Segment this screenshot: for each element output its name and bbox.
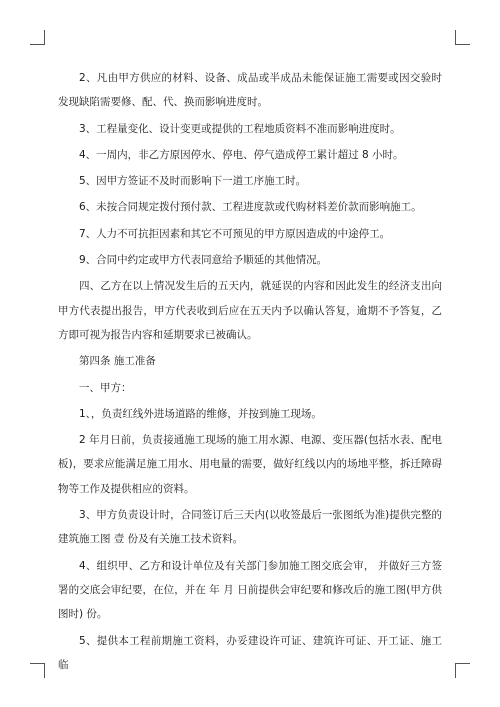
crop-mark-bottom-left: [30, 663, 45, 678]
crop-mark-top-right: [455, 30, 470, 45]
paragraph: 3、甲方负责设计时，合同签订后三天内(以收签最后一张图纸为准)提供完整的建筑施工图 壹 份及有关施工技术资料。: [58, 509, 442, 546]
document-body: [58, 66, 442, 677]
paragraph: 4、一周内，非乙方原因停水、停电、停气造成停工累计超过 8 小时。: [79, 148, 404, 161]
paragraph: 6、未按合同规定拨付预付款、工程进度款或代购材料差价款而影响施工。: [79, 201, 422, 214]
paragraph: 四、乙方在以上情况发生后的五天内，就延误的内容和因此发生的经济支出向甲方代表提出报告，甲方代表收到后应在五天内予以确认答复，逾期不予答复，乙方即可视为报告内容和延期要求已被确认。: [58, 280, 442, 341]
paragraph: 5、提供本工程前期施工资料，办妥建设许可证、建筑许可证、开工证、施工临: [58, 634, 442, 671]
paragraph: 第四条 施工准备: [79, 355, 156, 368]
paragraph: 一、甲方：: [79, 381, 132, 394]
paragraph: 5、因甲方签证不及时而影响下一道工序施工时。: [79, 175, 307, 188]
paragraph: 7、人力不可抗拒因素和其它不可预见的甲方原因造成的中途停工。: [79, 227, 391, 240]
paragraph: 2 年月日前，负责接通施工现场的施工用水源、电源、变压器(包括水表、配电板)，要求应能满足施工用水、用电量的需要，做好红线以内的场地平整，拆迁障碍物等工作及提供相应的资料。: [58, 434, 442, 495]
paragraph: 9、合同中约定或甲方代表同意给予顺延的其他情况。: [79, 254, 328, 267]
paragraph: 1、，负责红线外进场道路的维修，并按到施工现场。: [79, 407, 322, 420]
paragraph: 2、凡由甲方供应的材料、设备、成品或半成品未能保证施工需要或因交验时发现缺陷需要修、配、代、换而影响进度时。: [58, 72, 442, 109]
crop-mark-bottom-right: [455, 663, 470, 678]
crop-mark-top-left: [30, 30, 45, 45]
paragraph: 3、工程量变化、设计变更或提供的工程地质资料不准而影响进度时。: [79, 122, 401, 135]
paragraph: 4、组织甲、乙方和设计单位及有关部门参加施工图交底会审， 并做好三方签署的交底会审纪要，在位，并在 年 月 日前提供会审纪要和修改后的施工图(甲方供图时) 份。: [58, 559, 442, 621]
